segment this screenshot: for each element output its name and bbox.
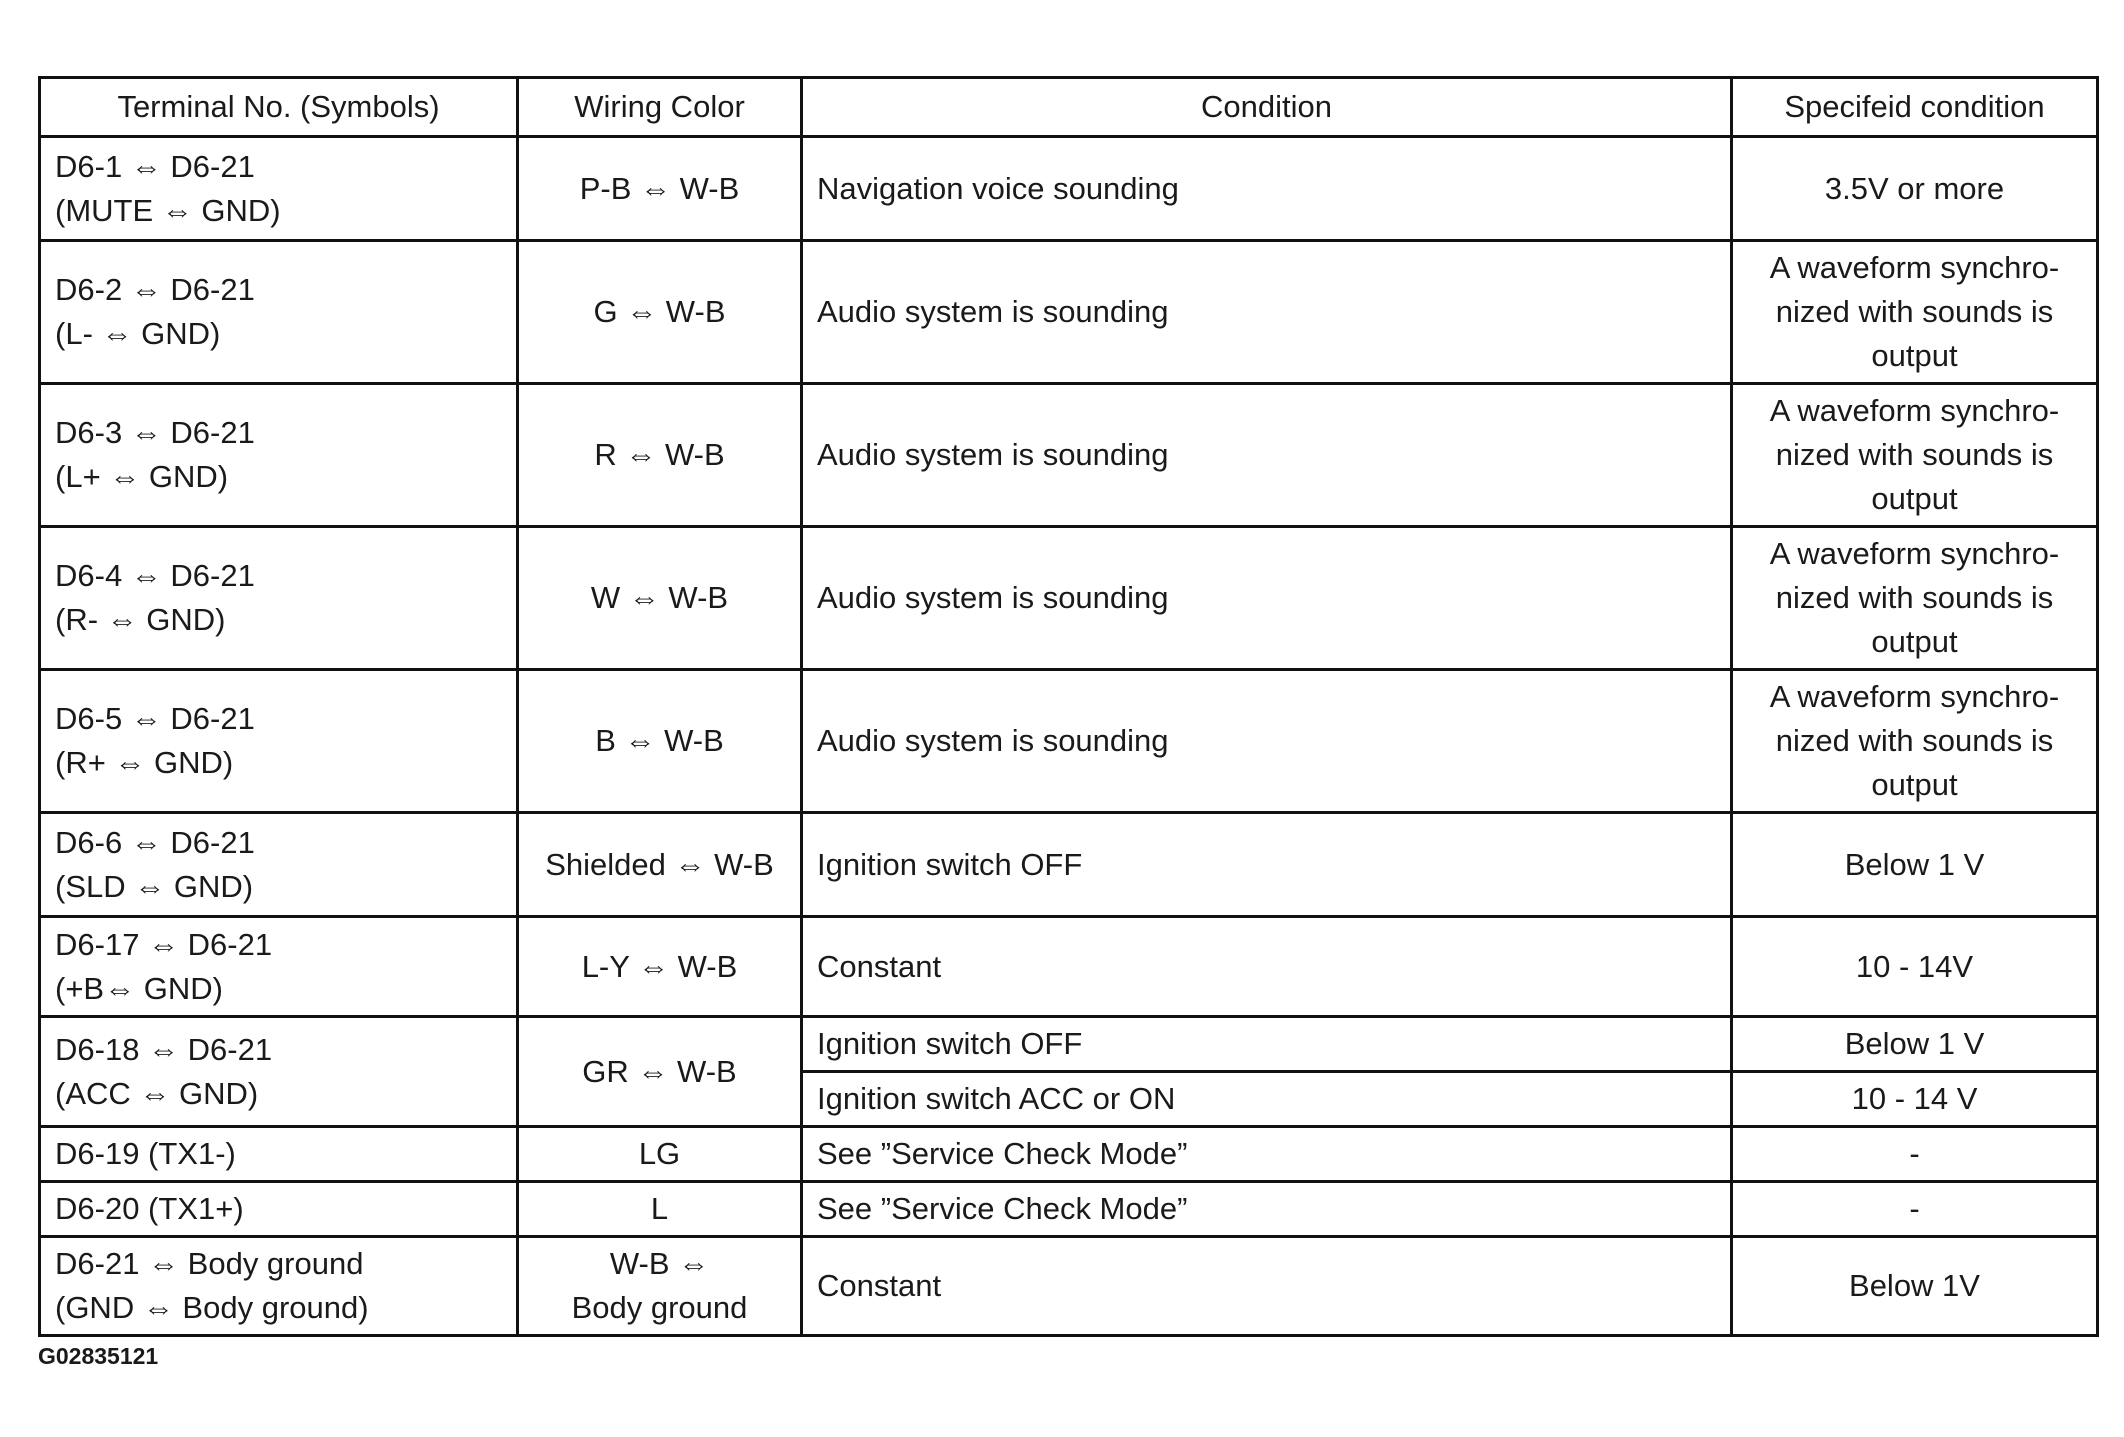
cell-line: A waveform synchro- <box>1769 393 2060 428</box>
terminal-cell <box>40 527 518 670</box>
cell-line: (R+ ⇔ GND) <box>55 745 234 780</box>
cell-line: D6-21 ⇔ Body ground <box>55 1246 364 1281</box>
cell-line: LG <box>638 1136 681 1171</box>
cell-line: D6-17 ⇔ D6-21 <box>55 926 273 962</box>
cell-line: (+B⇔ GND) <box>55 970 223 1006</box>
specified-condition-cell <box>1732 384 2098 527</box>
header-specified-condition: Specifeid condition <box>1732 78 2098 137</box>
condition-cell: Ignition switch OFF <box>802 1017 1732 1072</box>
header-row <box>40 78 2098 137</box>
cell-line: Body ground <box>571 1290 748 1325</box>
condition-cell: Ignition switch ACC or ON <box>802 1072 1732 1127</box>
cell-line: D6-3 ⇔ D6-21 <box>55 415 255 450</box>
table-row <box>40 1237 2098 1336</box>
header-terminal: Terminal No. (Symbols) <box>40 78 518 137</box>
wiring-color-cell <box>518 670 802 813</box>
cell-line: A waveform synchro- <box>1769 679 2060 714</box>
cell-line: B ⇔ W-B <box>595 723 724 758</box>
cell-line: output <box>1871 481 1958 516</box>
cell-line: D6-20 (TX1+) <box>55 1191 244 1226</box>
cell-line: D6-1 ⇔ D6-21 <box>55 148 255 184</box>
cell-line: D6-6 ⇔ D6-21 <box>55 824 255 860</box>
cell-line: output <box>1871 624 1958 659</box>
cell-line: Shielded ⇔ W-B <box>545 846 774 882</box>
header-wiring-color: Wiring Color <box>518 78 802 137</box>
table-row <box>40 1017 2098 1072</box>
specified-condition-cell <box>1732 241 2098 384</box>
cell-line: P-B ⇔ W-B <box>579 170 740 206</box>
cell-line: D6-4 ⇔ D6-21 <box>55 558 255 593</box>
table-row <box>40 1127 2098 1182</box>
condition-cell: Constant <box>802 917 1732 1017</box>
cell-line: W-B ⇔ <box>609 1246 710 1281</box>
cell-line: G ⇔ W-B <box>593 294 726 329</box>
terminal-cell <box>40 1182 518 1237</box>
terminal-cell <box>40 1237 518 1336</box>
cell-line: L-Y ⇔ W-B <box>581 948 738 984</box>
condition-cell: Audio system is sounding <box>802 670 1732 813</box>
wiring-color-cell <box>518 1127 802 1182</box>
specified-condition-cell <box>1732 813 2098 917</box>
cell-line: nized with sounds is <box>1775 580 2054 615</box>
cell-line: A waveform synchro- <box>1769 250 2060 285</box>
specified-condition-cell <box>1732 137 2098 241</box>
specified-condition-cell: Below 1 V <box>1732 1017 2098 1072</box>
specified-condition-cell <box>1732 1237 2098 1336</box>
cell-line: 10 - 14V <box>1855 948 1974 984</box>
wiring-color-cell <box>518 137 802 241</box>
terminal-cell <box>40 813 518 917</box>
cell-line: output <box>1871 338 1958 373</box>
condition-cell: See ”Service Check Mode” <box>802 1182 1732 1237</box>
specified-condition-cell: 10 - 14 V <box>1732 1072 2098 1127</box>
cell-line: - <box>1909 1191 1920 1226</box>
specified-condition-cell <box>1732 917 2098 1017</box>
header-condition: Condition <box>802 78 1732 137</box>
cell-line: (GND ⇔ Body ground) <box>55 1290 369 1325</box>
condition-cell: Ignition switch OFF <box>802 813 1732 917</box>
cell-line: (L+ ⇔ GND) <box>55 459 229 494</box>
cell-line: nized with sounds is <box>1775 437 2054 472</box>
table-body <box>40 137 2098 1336</box>
table-row <box>40 137 2098 241</box>
condition-cell: See ”Service Check Mode” <box>802 1127 1732 1182</box>
terminal-cell <box>40 1127 518 1182</box>
cell-line: GR ⇔ W-B <box>582 1053 737 1089</box>
condition-cell: Constant <box>802 1237 1732 1336</box>
cell-line: D6-2 ⇔ D6-21 <box>55 272 255 307</box>
specified-condition-cell <box>1732 670 2098 813</box>
table-row <box>40 813 2098 917</box>
cell-line: R ⇔ W-B <box>594 437 725 472</box>
cell-line: nized with sounds is <box>1775 294 2054 329</box>
terminal-cell <box>40 137 518 241</box>
cell-line: (R- ⇔ GND) <box>55 602 226 637</box>
terminal-spec-table <box>38 76 2099 1337</box>
table-row <box>40 917 2098 1017</box>
wiring-color-cell <box>518 917 802 1017</box>
cell-line: D6-19 (TX1-) <box>55 1136 236 1171</box>
specified-condition-cell <box>1732 527 2098 670</box>
terminal-cell <box>40 917 518 1017</box>
condition-cell: Audio system is sounding <box>802 384 1732 527</box>
cell-line: (ACC ⇔ GND) <box>55 1075 259 1111</box>
terminal-cell <box>40 670 518 813</box>
table-row <box>40 670 2098 813</box>
cell-line: Below 1 V <box>1844 846 1985 882</box>
cell-line: D6-5 ⇔ D6-21 <box>55 701 255 736</box>
wiring-color-cell <box>518 1182 802 1237</box>
terminal-cell <box>40 1017 518 1127</box>
terminal-cell <box>40 384 518 527</box>
wiring-color-cell <box>518 241 802 384</box>
cell-line: W ⇔ W-B <box>590 580 729 615</box>
specified-condition-cell <box>1732 1182 2098 1237</box>
table-row <box>40 527 2098 670</box>
condition-cell: Navigation voice sounding <box>802 137 1732 241</box>
cell-line: A waveform synchro- <box>1769 536 2060 571</box>
cell-line: D6-18 ⇔ D6-21 <box>55 1031 273 1067</box>
cell-line: - <box>1909 1136 1920 1171</box>
terminal-cell <box>40 241 518 384</box>
table-row <box>40 1182 2098 1237</box>
cell-line: Below 1V <box>1849 1268 1980 1303</box>
specified-condition-cell <box>1732 1127 2098 1182</box>
condition-cell: Audio system is sounding <box>802 241 1732 384</box>
table-row <box>40 384 2098 527</box>
cell-line: (L- ⇔ GND) <box>55 316 221 351</box>
cell-line: nized with sounds is <box>1775 723 2054 758</box>
condition-cell: Audio system is sounding <box>802 527 1732 670</box>
wiring-color-cell <box>518 527 802 670</box>
wiring-color-cell <box>518 813 802 917</box>
wiring-color-cell <box>518 1017 802 1127</box>
figure-code: G02835121 <box>38 1343 159 1369</box>
table-row <box>40 241 2098 384</box>
wiring-color-cell <box>518 384 802 527</box>
wiring-color-cell <box>518 1237 802 1336</box>
cell-line: (SLD ⇔ GND) <box>55 868 254 904</box>
cell-line: (MUTE ⇔ GND) <box>55 192 281 228</box>
cell-line: output <box>1871 767 1958 802</box>
cell-line: L <box>650 1191 669 1226</box>
cell-line: 3.5V or more <box>1824 170 2005 206</box>
